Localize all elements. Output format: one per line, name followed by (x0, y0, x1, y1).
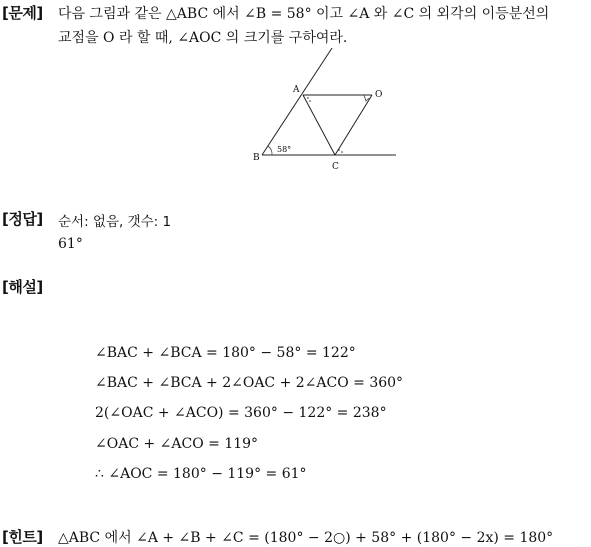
segment-co (335, 95, 372, 155)
figure-label-a: A (293, 85, 300, 95)
solution-step-3: 2(∠OAC + ∠ACO) = 360° − 122° = 238° (95, 405, 387, 421)
solution-step-2: ∠BAC + ∠BCA + 2∠OAC + 2∠ACO = 360° (95, 375, 404, 391)
problem-tag: [문제] (2, 4, 43, 22)
figure-label-b: B (253, 153, 260, 163)
problem-line-2: 교점을 O 라 할 때, ∠AOC 의 크기를 구하여라. (58, 30, 348, 46)
answer-tag: [정답] (2, 210, 43, 228)
line-ba-extended (262, 48, 332, 155)
angle-mark-b (268, 146, 272, 155)
triangle-figure (248, 46, 404, 174)
angle-dot-c1 (338, 149, 340, 151)
solution-step-5: ∴ ∠AOC = 180° − 119° = 61° (95, 466, 307, 482)
hint-text: △ABC 에서 ∠A + ∠B + ∠C = (180° − 2○) + 58° + (180° − 2x) = 180° (58, 530, 554, 546)
answer-value: 61° (58, 236, 83, 252)
solution-step-4: ∠OAC + ∠ACO = 119° (95, 436, 259, 452)
solution-step-1: ∠BAC + ∠BCA = 180° − 58° = 122° (95, 345, 356, 361)
angle-dot-a2 (309, 100, 311, 102)
answer-meta: 순서: 없음, 갯수: 1 (58, 214, 172, 230)
angle-dot-a1 (307, 97, 309, 99)
hint-tag: [힌트] (2, 528, 43, 546)
problem-line-1: 다음 그림과 같은 △ABC 에서 ∠B = 58° 이고 ∠A 와 ∠C 의 외각의 이등분선의 (58, 6, 550, 22)
segment-ac (303, 95, 335, 155)
figure-angle-b: 58° (277, 145, 292, 154)
figure-label-c: C (332, 162, 339, 172)
angle-mark-o (364, 95, 369, 101)
solution-tag: [해설] (2, 278, 43, 296)
figure-label-o: O (375, 90, 383, 100)
angle-dot-c2 (341, 151, 343, 153)
